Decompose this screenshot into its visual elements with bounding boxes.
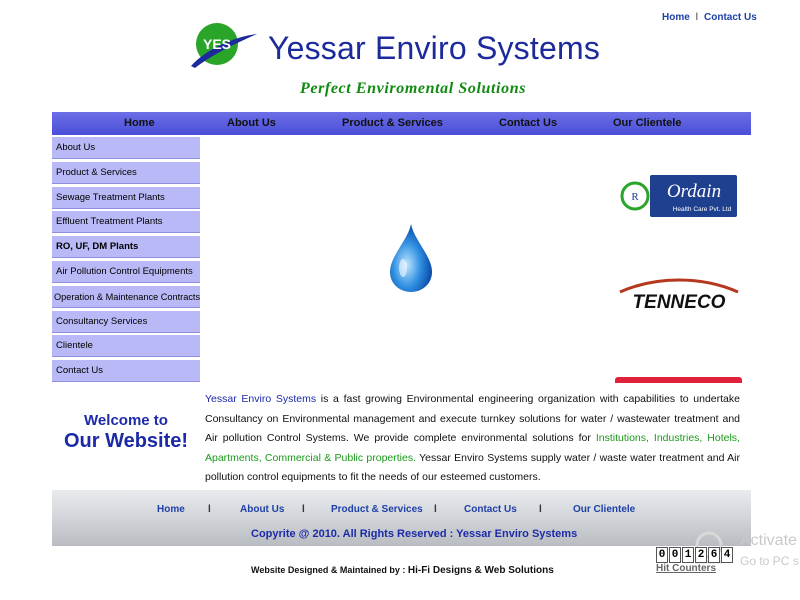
sidebar-item-clientele[interactable]: Clientele bbox=[52, 335, 200, 357]
site-tagline: Perfect Enviromental Solutions bbox=[300, 80, 527, 97]
sidebar-item-air-pollution[interactable]: Air Pollution Control Equipments bbox=[52, 261, 200, 283]
footer-link-our-clientele[interactable]: Our Clientele bbox=[573, 504, 636, 515]
sidebar-item-sewage-treatment[interactable]: Sewage Treatment Plants bbox=[52, 187, 200, 209]
intro-company-name: Yessar Enviro Systems bbox=[205, 393, 317, 405]
counter-digit: 0 bbox=[669, 547, 681, 563]
client-logo-partial[interactable] bbox=[615, 377, 742, 383]
intro-text-2: Yessar Enviro Systems supply water / waste water treatment and Air pollution control equipments to fit the needs of our esteemed customers. bbox=[205, 451, 740, 483]
top-links bbox=[662, 12, 757, 23]
designer-credits bbox=[251, 565, 554, 576]
sidebar-item-about-us[interactable]: About Us bbox=[52, 137, 200, 159]
footer-separator: l bbox=[208, 504, 211, 515]
footer-separator: l bbox=[434, 504, 437, 515]
sidebar-item-product-services[interactable]: Product & Services bbox=[52, 162, 200, 184]
counter-digit: 2 bbox=[695, 547, 707, 563]
footer-link-home[interactable]: Home bbox=[157, 504, 185, 515]
ordain-name: Ordain bbox=[666, 181, 722, 202]
activation-watermark-title: Activate bbox=[740, 532, 797, 549]
tenneco-text: TENNECO bbox=[632, 292, 726, 313]
water-drop-image bbox=[388, 222, 434, 294]
top-links-separator: l bbox=[695, 12, 699, 23]
footer-link-product-services[interactable]: Product & Services bbox=[331, 504, 423, 515]
welcome-line-2: Our Website! bbox=[63, 430, 189, 452]
ordain-badge: R bbox=[631, 191, 639, 203]
top-link-home[interactable]: Home bbox=[662, 12, 690, 23]
ordain-logo[interactable] bbox=[618, 174, 738, 218]
ordain-subtitle: Health Care Pvt. Ltd bbox=[672, 206, 732, 213]
credits-company-link[interactable]: Hi-Fi Designs & Web Solutions bbox=[407, 565, 554, 576]
footer-separator: l bbox=[302, 504, 305, 515]
sidebar-menu bbox=[52, 137, 200, 385]
hit-counters-link[interactable]: Hit Counters bbox=[656, 563, 716, 574]
tenneco-logo[interactable] bbox=[616, 278, 741, 314]
footer-link-about-us[interactable]: About Us bbox=[240, 504, 285, 515]
footer-link-contact-us[interactable]: Contact Us bbox=[464, 504, 517, 515]
counter-digit: 1 bbox=[682, 547, 694, 563]
sidebar-item-contact-us[interactable]: Contact Us bbox=[52, 360, 200, 382]
credits-prefix: Website Designed & Maintained by : bbox=[251, 565, 408, 575]
sidebar-item-operation-maintenance[interactable]: Operation & Maintenance Contracts bbox=[52, 286, 200, 308]
intro-highlight: Institutions, Industries, Hotels, Apartments, Commercial & Public properties. bbox=[205, 432, 740, 464]
nav-home[interactable]: Home bbox=[124, 117, 155, 129]
top-link-contact[interactable]: Contact Us bbox=[704, 12, 757, 23]
main-nav bbox=[52, 112, 751, 135]
activation-watermark-subtitle: Go to PC s bbox=[740, 554, 799, 568]
company-logo[interactable] bbox=[187, 20, 259, 72]
nav-about-us[interactable]: About Us bbox=[227, 117, 276, 129]
nav-contact-us[interactable]: Contact Us bbox=[499, 117, 558, 129]
intro-text-1: is a fast growing Environmental engineering organization with capabilities to undertake Consultancy on Environmental management and execute turnkey solutions for water / wastewater treatment and Air pollution Control Systems. We provide complete environmental solutions for bbox=[205, 393, 740, 444]
footer-copyright: Copyrite @ 2010. All Rights Reserved : Yessar Enviro Systems bbox=[251, 528, 578, 540]
counter-digit: 6 bbox=[708, 547, 720, 563]
sidebar-item-effluent-treatment[interactable]: Effluent Treatment Plants bbox=[52, 211, 200, 233]
nav-product-services[interactable]: Product & Services bbox=[342, 117, 443, 129]
counter-digit: 0 bbox=[656, 547, 668, 563]
logo-text: YES bbox=[202, 36, 232, 52]
welcome-line-1: Welcome to bbox=[84, 412, 168, 429]
sidebar-item-ro-uf-dm[interactable]: RO, UF, DM Plants bbox=[52, 236, 200, 258]
counter-digit: 4 bbox=[721, 547, 733, 563]
nav-our-clientele[interactable]: Our Clientele bbox=[613, 117, 682, 129]
intro-paragraph bbox=[205, 390, 740, 488]
sidebar-item-consultancy[interactable]: Consultancy Services bbox=[52, 311, 200, 333]
hit-counter bbox=[656, 547, 733, 563]
footer bbox=[52, 490, 751, 546]
footer-separator: l bbox=[539, 504, 542, 515]
site-title: Yessar Enviro Systems bbox=[268, 30, 601, 66]
